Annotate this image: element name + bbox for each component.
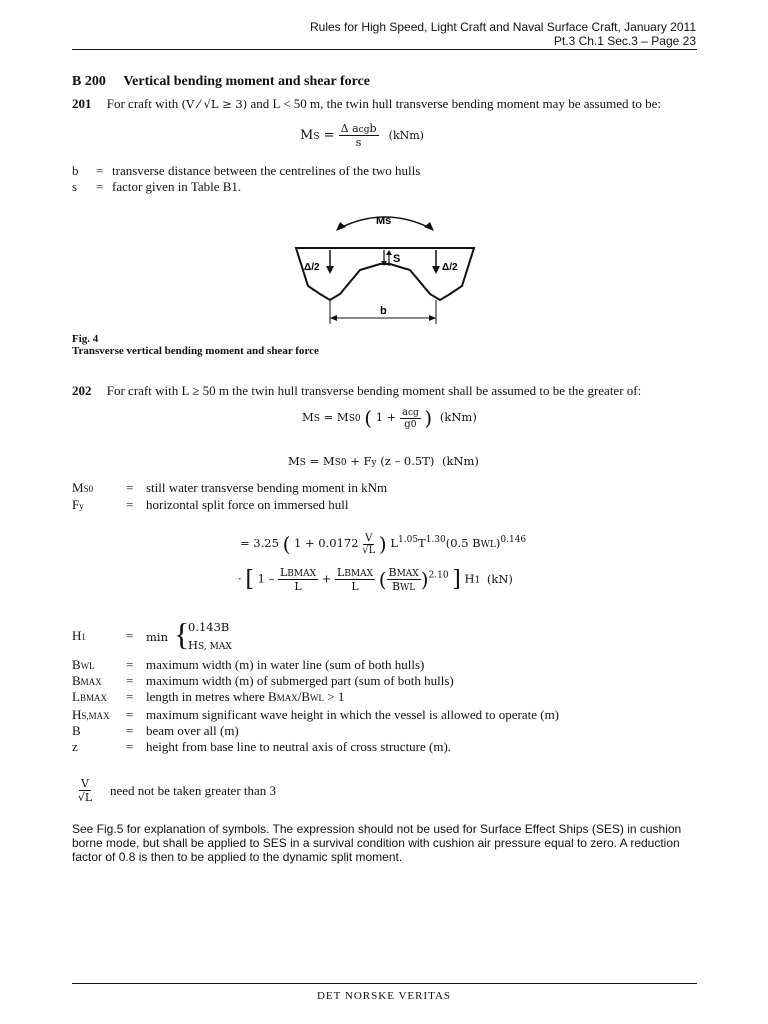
eq3-tail: (0.5 B [445,536,481,550]
explanatory-paragraph: See Fig.5 for explanation of symbols. The expression should not be used for Surface Effect Ships (SES) in cushion borne mode, but shall be applied to SES in a survival condition with cushion air pressure equal to zero. A reduction factor of 0.8 is then to be applied to the dynamic split moment. [72,822,682,864]
note-frac-den: √L [77,791,93,804]
eq2-rhs-sub: S0 [334,458,347,468]
item-201-condition: (V ⁄ √L ≥ 3) [181,97,248,111]
eq2-plus-sub: y [371,458,377,468]
definition-symbol: F [72,497,80,512]
footer-rule [72,983,697,984]
definition-symbol: M [72,480,84,495]
label-delta-right: Δ/2 [442,262,458,273]
definition-equals: = [126,707,134,722]
h1-option-2: H [188,638,199,652]
eq3b-bracket-close: ] [452,567,461,592]
item-201-number: 201 [72,96,92,111]
eq3b-f3-num: B [388,566,397,579]
figure-caption-title: Transverse vertical bending moment and shear force [72,345,319,357]
definition-equals: = [126,480,134,495]
eq3b-plus: + [321,571,332,586]
definition-row [72,480,387,497]
definition-equals: = [126,657,134,672]
section-title: Vertical bending moment and shear force [123,74,371,89]
definition-text: factor given in Table B1. [112,179,242,194]
eq3-paren-close: ) [378,532,387,556]
load-arrowhead-left [326,266,334,274]
eq3b-f1-num-sub: BMAX [287,569,317,579]
definition-text: maximum width (m) in water line (sum of both hulls) [146,657,425,672]
definition-symbol: b [72,163,79,178]
eq1-paren-close: ) [424,406,433,430]
h1-equals: = [126,628,134,643]
definition-equals: = [96,163,104,178]
definition-text: horizontal split force on immersed hull [146,497,349,512]
hull-outline [296,248,474,300]
formula-num-a: a [352,122,359,135]
definition-row [72,723,559,739]
footer-publisher: DET NORSKE VERITAS [316,990,452,1002]
eq3b-f3-exp: 2.10 [428,570,449,581]
eq3b-H: H [464,571,475,586]
eq2-unit: (kNm) [442,454,479,468]
definition-equals: = [126,497,134,512]
h1-min: min [146,630,168,644]
eq1-frac-den: g [404,418,411,430]
definition-symbol: L [72,689,80,704]
section-heading [72,74,370,90]
eq2-tail: (z – 0.5T) [380,454,435,468]
definition-equals: = [126,723,134,738]
eq1-frac-num: a [401,406,408,418]
eq1-rhs: = M [323,410,349,424]
eq3-frac-den: √L [362,544,376,556]
definition-symbol-sub: S0 [83,484,94,494]
label-delta-left: Δ/2 [304,262,320,273]
eq3-lead: = 3.25 [240,536,279,550]
eq3-paren-open: ( [282,532,291,556]
h1-symbol-sub: 1 [81,632,86,642]
eq3b-f2-num-sub: BMAX [344,569,374,579]
eq3b-f1-num: L [279,566,288,579]
header-rule [72,49,697,50]
definition-text-sub2: WL [310,693,324,703]
eq3b-unit: (kN) [486,571,513,586]
moment-arrowhead-left [336,222,346,231]
eq2-lhs: M [288,454,300,468]
h1-option-1: 0.143B [188,620,230,634]
definition-row [72,739,559,755]
formula-num-delta: Δ [340,122,349,135]
definition-row [72,163,420,179]
eq3-tail-exp: 0.146 [500,535,527,546]
figure-twin-hull-diagram [290,208,480,328]
eq3-tail-sub: WL [480,540,496,550]
eq3b-f3-den-sub: WL [400,583,416,593]
definition-symbol: H [72,707,82,722]
note-text: need not be taken greater than 3 [110,782,277,798]
definition-text: transverse distance between the centrelines of the two hulls [112,163,421,178]
eq3b-f3-den: B [391,580,401,593]
eq3-T-exp: 1.30 [425,535,446,546]
label-b: b [380,305,387,317]
figure-caption [72,333,319,357]
definition-text-sub: MAX [276,693,298,703]
definition-row [72,673,559,689]
eq3-T: T [418,536,426,550]
definition-text: height from base line to neutral axis of cross structure (m). [146,739,452,754]
eq3-one-plus: 1 + 0.0172 [294,536,359,550]
item-202-definitions-a [72,480,387,514]
definition-row [72,689,559,705]
item-202-text-body: For craft with L ≥ 50 m the twin hull transverse bending moment shall be assumed to be the greater of: [106,383,642,398]
note-frac-num: V [81,777,89,790]
formula-num-sub: cg [358,125,370,135]
eq3b-H-sub: 1 [474,575,481,586]
item-202-definitions-b [72,657,559,755]
definition-text: maximum width (m) of submerged part (sum of both hulls) [146,673,454,688]
eq1-frac-den-sub: 0 [410,419,417,430]
formula-lhs-sub: S [313,132,320,142]
label-s: S [393,253,401,265]
item-201-text-after: and L < 50 m, the twin hull transverse bending moment may be assumed to be: [250,96,661,111]
item-201-text-before: For craft with [106,96,179,111]
definition-equals: = [96,179,104,194]
label-ms: Ms [376,215,392,227]
eq3-L: L [390,536,398,550]
item-202-number: 202 [72,383,92,398]
header-page-ref: Pt.3 Ch.1 Sec.3 – Page 23 [553,34,696,48]
eq3-tail-close: ) [495,536,501,550]
definition-equals: = [126,673,134,688]
definition-symbol-sub: y [79,501,84,511]
definition-symbol-sub: S,MAX [81,711,110,721]
eq2-lhs-sub: S [299,458,306,468]
eq3-frac-num: V [365,532,373,544]
definition-text: maximum significant wave height in which the vessel is allowed to operate (m) [146,707,560,722]
eq1-one-plus: 1 + [375,410,397,424]
definition-text: length in metres where B [146,689,277,704]
h1-option-2-sub: S, MAX [198,642,232,652]
item-201-text [72,96,661,112]
item-201-definitions [72,163,420,195]
definition-symbol: B [72,723,81,738]
h1-brace: { [174,616,190,652]
definition-row [72,657,559,673]
definition-text-mid: /B [297,689,310,704]
eq3b-f3-num-sub: MAX [396,569,419,579]
running-header [310,20,696,48]
definition-symbol-sub: MAX [80,677,102,687]
definition-symbol-sub: BMAX [79,693,107,703]
definition-row [72,707,559,723]
eq1-paren-open: ( [364,406,373,430]
definition-row [72,179,420,195]
definition-text: beam over all (m) [146,723,239,738]
definition-text: still water transverse bending moment in kNm [146,480,388,495]
dim-arrow-right [429,315,436,321]
eq1-rhs-sub: S0 [348,414,361,424]
formula-fy-line1 [240,532,526,556]
eq3b-f2-den: L [351,580,359,593]
eq3b-dot: · [238,571,242,586]
figure-caption-number: Fig. 4 [72,333,99,345]
definition-symbol: B [72,673,81,688]
eq2-plus: + F [350,454,372,468]
eq3-L-exp: 1.05 [397,535,419,546]
formula-den: s [355,136,362,149]
eq3b-f1-den: L [294,580,302,593]
eq1-lhs: M [302,410,314,424]
definition-symbol: s [72,179,78,194]
definition-symbol-sub: WL [80,661,95,671]
h1-definition [72,618,472,654]
formula-ms-small-craft: MS = $\frac{\text{Δ acgb}}{s}$ (kNm) [300,122,424,149]
formula-unit: (kNm) [388,129,424,142]
eq3b-bracket-open: [ [245,567,254,592]
definition-symbol: B [72,657,81,672]
speed-ratio-note [74,777,276,804]
moment-arrowhead-right [424,222,434,231]
h1-symbol: H [72,628,82,643]
formula-lhs: M [300,128,314,143]
section-number: B 200 [72,74,106,89]
shear-arrowhead-up [386,250,392,255]
eq3b-one-minus: 1 – [257,571,275,586]
formula-fy-line2: · [ 1 – $\frac{\text{LBMAX}}{L}$ + $\frac{\text{LBMAX}}{L}$ ( $\frac{\text{BMAX}}{\text{BWL}}$ )$^{2.10}$ ] H1 (kN) [238,566,513,593]
definition-equals: = [126,689,134,704]
eq3b-f2-num: L [336,566,345,579]
formula-num-b: b [369,122,377,135]
dim-arrow-left [330,315,337,321]
eq1-lhs-sub: S [313,414,320,424]
header-title: Rules for High Speed, Light Craft and Naval Surface Craft, January 2011 [310,20,696,34]
definition-equals: = [126,739,134,754]
eq2-rhs: = M [309,454,335,468]
item-202-text [72,383,641,399]
eq1-frac-num-sub: cg [407,407,419,418]
definition-symbol: z [72,739,78,754]
formula-ms-eq2 [288,454,479,468]
eq1-unit: (kNm) [439,410,477,424]
load-arrowhead-right [432,266,440,274]
formula-ms-eq1 [302,406,477,430]
definition-text-end: > 1 [324,689,345,704]
definition-row [72,497,387,514]
